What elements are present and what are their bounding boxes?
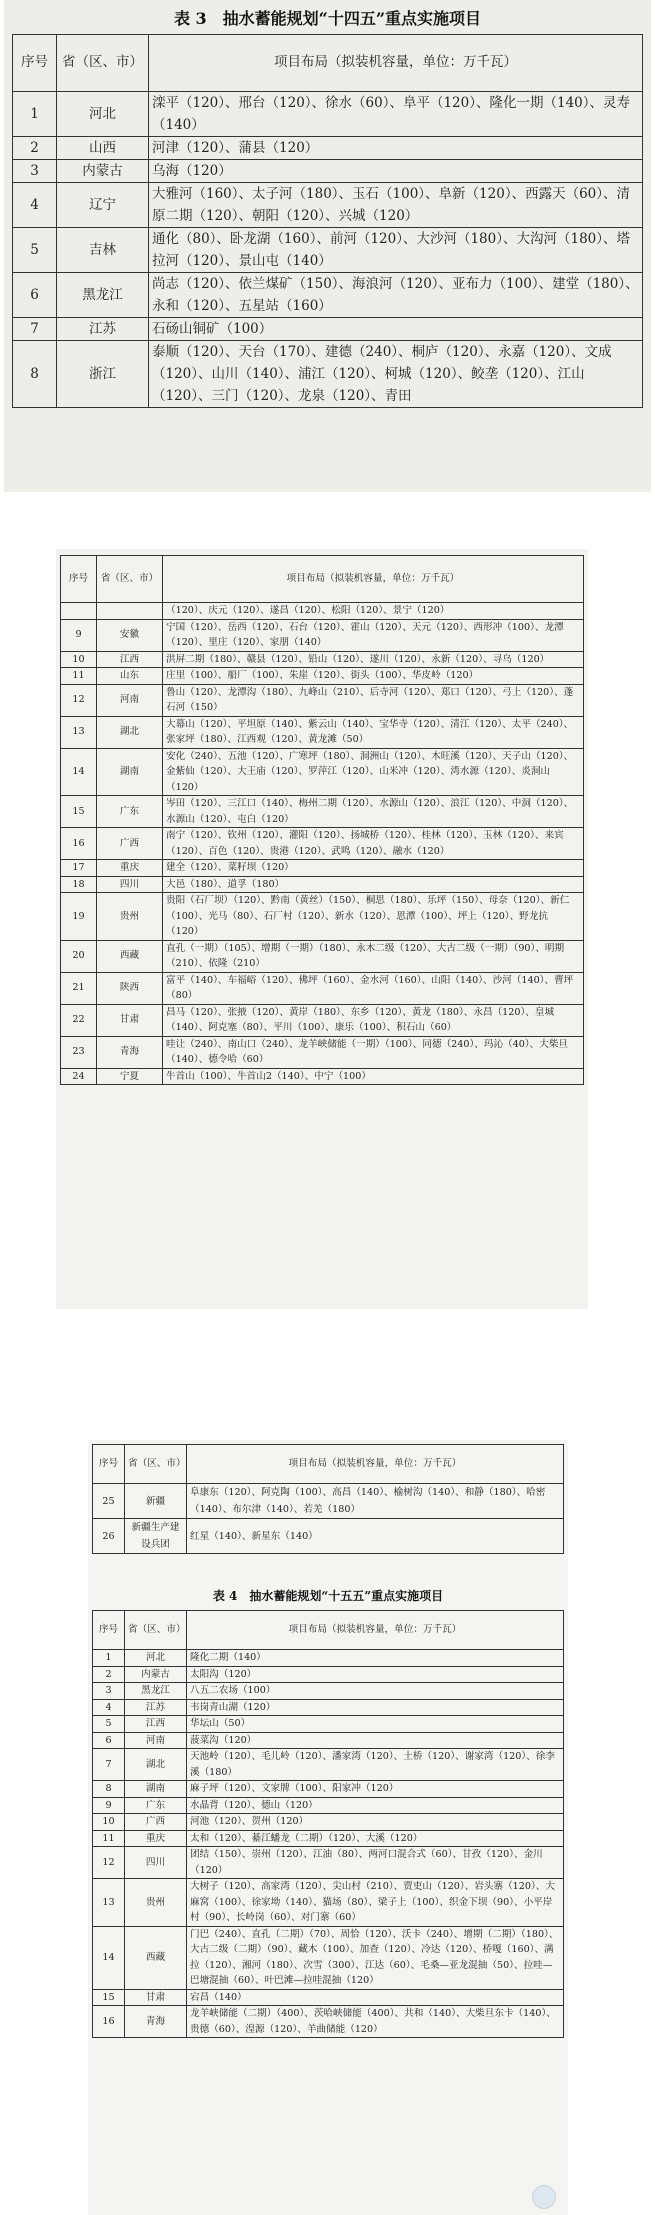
table-row [93,1797,564,1814]
cell-seq: 25 [93,1484,125,1519]
cell-seq: 15 [93,1989,125,2006]
cell-projects: 八五二农场（100） [187,1683,564,1700]
table-row [93,1666,564,1683]
table-row [61,876,584,893]
table-row [61,1004,584,1036]
cell-seq: 14 [61,748,97,796]
cell-projects: 贵阳（石厂坝）（120）、黔南（黄丝）（150）、桐思（180）、乐坪（150）、母奈（120）、新仁（100）、光马（80）、石厂村（120）、新水（120）、思潭（100）、坪上（120）、野龙抗（120） [163,893,584,941]
col-header-projects: 项目布局（拟装机容量，单位：万千瓦） [163,556,584,603]
table4-page [88,1440,568,2215]
cell-province: 青海 [97,1036,163,1068]
cell-projects: 大幕山（120）、平坦原（140）、紫云山（140）、宝华寺（120）、清江（120）、太平（240）、张家坪（180）、江西观（120）、黄龙滩（50） [163,716,584,748]
cell-province: 河南 [97,684,163,716]
cell-seq: 10 [93,1814,125,1831]
cell-projects: 团结（150）、崇州（120）、江油（80）、两河口混合式（60）、甘孜（120）、金川（120） [187,1847,564,1879]
cell-projects: 庄里（100）、船厂（100）、朱崖（120）、街头（100）、华皮岭（120） [163,668,584,685]
cell-projects: 太阳沟（120） [187,1666,564,1683]
cell-seq: 10 [61,651,97,668]
cell-province: 河北 [125,1650,187,1667]
cell-seq: 23 [61,1036,97,1068]
table-row [93,1926,564,1989]
table4-title: 表 4 抽水蓄能规划“十五五”重点实施项目 [212,1589,444,1603]
cell-seq: 13 [61,716,97,748]
table-row [93,1650,564,1667]
col-header-projects: 项目布局（拟装机容量，单位：万千瓦） [187,1445,564,1484]
table-row [61,603,584,620]
cell-province: 广西 [125,1814,187,1831]
table-row [13,228,643,273]
cell-seq: 7 [13,318,57,341]
cell-seq: 7 [93,1749,125,1781]
table3-continued-2 [92,1444,564,1554]
cell-seq: 13 [93,1879,125,1927]
table-row [93,1699,564,1716]
cell-province: 宁夏 [97,1068,163,1085]
cell-seq: 11 [61,668,97,685]
table-row [61,860,584,877]
cell-province: 内蒙古 [125,1666,187,1683]
table-row [93,1847,564,1879]
cell-projects: 尚志（120）、依兰煤矿（150）、海浪河（120）、亚布力（100）、建堂（180）、永和（120）、五星站（160） [149,273,643,318]
cell-projects: 红星（140）、新星东（140） [187,1519,564,1554]
cell-projects: 宕昌（140） [187,1989,564,2006]
col-header-province: 省（区、市） [125,1611,187,1650]
table-row [13,183,643,228]
cell-projects: 滦平（120）、邢台（120）、徐水（60）、阜平（120）、隆化一期（140）、灵寿（140） [149,92,643,137]
col-header-province: 省（区、市） [97,556,163,603]
cell-projects: 麻子坪（120）、文家牌（100）、阳家冲（120） [187,1781,564,1798]
cell-province: 重庆 [125,1830,187,1847]
col-header-province: 省（区、市） [57,35,149,92]
table-row [61,796,584,828]
cell-seq: 8 [13,341,57,408]
cell-province: 山东 [97,668,163,685]
cell-seq: 1 [93,1650,125,1667]
table-row [93,1484,564,1519]
table3-continued-page [56,549,588,1309]
table-row [13,273,643,318]
col-header-seq: 序号 [13,35,57,92]
cell-projects: 龙羊峡储能（二期）（400）、茨哈峡储能（400）、共和（140）、大柴旦东卡（140）、贵德（60）、湟源（120）、羊曲储能（120） [187,2006,564,2038]
cell-province: 广东 [125,1797,187,1814]
cell-projects: 通化（80）、卧龙湖（160）、前河（120）、大沙河（180）、大沟河（180）、塔拉河（120）、景山屯（140） [149,228,643,273]
cell-province [97,603,163,620]
cell-seq: 24 [61,1068,97,1085]
table-row [61,1068,584,1085]
table-row [61,684,584,716]
cell-seq: 16 [93,2006,125,2038]
cell-projects: 富平（140）、车福峪（120）、佛坪（160）、金水河（160）、山阳（140）、沙河（140）、曹坪（80） [163,972,584,1004]
cell-projects: 岑田（120）、三江口（140）、梅州二期（120）、水源山（120）、浪江（120）、中洞（120）、水源山（120）、屯白（120） [163,796,584,828]
cell-province: 贵州 [97,893,163,941]
cell-province: 西藏 [125,1926,187,1989]
cell-seq: 5 [13,228,57,273]
cell-province: 甘肃 [97,1004,163,1036]
col-header-seq: 序号 [93,1611,125,1650]
cell-province: 湖南 [97,748,163,796]
table-row [13,92,643,137]
cell-province: 黑龙江 [57,273,149,318]
cell-seq: 12 [93,1847,125,1879]
watermark-logo-icon [532,2185,556,2209]
cell-seq: 21 [61,972,97,1004]
cell-seq: 14 [93,1926,125,1989]
col-header-seq: 序号 [61,556,97,603]
cell-province: 安徽 [97,619,163,651]
table-row [93,1781,564,1798]
table-row [13,341,643,408]
cell-province: 辽宁 [57,183,149,228]
table-row [61,716,584,748]
table-row [13,318,643,341]
cell-projects: 太和（120）、綦江蟠龙（二期）（120）、大溪（120） [187,1830,564,1847]
cell-province: 江苏 [57,318,149,341]
table-row [93,1749,564,1781]
table-row [61,668,584,685]
cell-seq: 2 [13,137,57,160]
cell-seq: 9 [61,619,97,651]
cell-projects: 水晶背（120）、德山（120） [187,1797,564,1814]
cell-province: 重庆 [97,860,163,877]
cell-projects: 隆化二期（140） [187,1650,564,1667]
col-header-seq: 序号 [93,1445,125,1484]
cell-seq: 19 [61,893,97,941]
col-header-province: 省（区、市） [125,1445,187,1484]
cell-province: 江苏 [125,1699,187,1716]
cell-projects: 宁国（120）、岳西（120）、石台（120）、霍山（120）、天元（120）、西形冲（100）、龙潭（120）、里庄（120）、家朋（140） [163,619,584,651]
cell-province: 陕西 [97,972,163,1004]
table-row [93,1814,564,1831]
col-header-projects: 项目布局（拟装机容量，单位：万千瓦） [187,1611,564,1650]
cell-projects: 牛首山（100）、牛首山2（140）、中宁（100） [163,1068,584,1085]
cell-projects: 洪屏二期（180）、赣县（120）、铅山（120）、遂川（120）、永新（120）、寻乌（120） [163,651,584,668]
cell-province: 新疆 [125,1484,187,1519]
cell-province: 河南 [125,1732,187,1749]
cell-province: 内蒙古 [57,160,149,183]
cell-province: 贵州 [125,1879,187,1927]
cell-seq: 4 [93,1699,125,1716]
cell-seq: 3 [13,160,57,183]
cell-projects: 直孔（一期）（105）、增期（一期）（180）、永木二级（120）、大古二级（一期）（90）、明期（210）、依隆（210） [163,940,584,972]
cell-projects: 天池岭（120）、毛儿岭（120）、潘家湾（120）、土桥（120）、谢家湾（120）、徐李溪（180） [187,1749,564,1781]
table3-continued [60,555,584,1085]
cell-province: 广西 [97,828,163,860]
cell-projects: 门巴（240）、直孔（二期）（70）、周恰（120）、沃卡（240）、增期（二期）（180）、大古二级（二期）（90）、藏木（100）、加查（120）、冷达（120）、桥嘎（160）、满拉（120）、湘河（180）、次雪（300）、江达（60）、毛桑—亚龙混抽（50）、拉哇—巴塘混抽（60）、叶巴滩—拉哇混抽（120） [187,1926,564,1989]
cell-seq: 16 [61,828,97,860]
table3-page [4,0,651,492]
cell-projects: 菠菜沟（120） [187,1732,564,1749]
cell-projects: 建全（120）、菜籽坝（120） [163,860,584,877]
table-row [93,1716,564,1733]
cell-projects: 南宁（120）、钦州（120）、灌阳（120）、扬城桥（120）、桂林（120）、玉林（120）、来宾（120）、百色（120）、贵港（120）、武鸣（120）、融水（120） [163,828,584,860]
cell-seq: 5 [93,1716,125,1733]
cell-seq: 17 [61,860,97,877]
table-row [93,1683,564,1700]
cell-province: 广东 [97,796,163,828]
cell-province: 青海 [125,2006,187,2038]
cell-seq: 4 [13,183,57,228]
cell-projects: 河池（120）、贺州（120） [187,1814,564,1831]
cell-projects: 石砀山铜矿（100） [149,318,643,341]
cell-province: 四川 [97,876,163,893]
cell-seq: 9 [93,1797,125,1814]
cell-province: 湖北 [97,716,163,748]
cell-projects: 阜康东（120）、阿克陶（100）、高昌（140）、榆树沟（140）、和静（180）、哈密（140）、布尔津（140）、若羌（180） [187,1484,564,1519]
cell-seq: 18 [61,876,97,893]
cell-projects: 大树子（120）、高家湾（120）、尖山村（210）、贾吏山（120）、岩头寨（120）、大麻窝（100）、徐家坳（140）、猫场（80）、梁子上（100）、织金下坝（90）、小平岸村（90）、长岭岗（60）、对门寨（60） [187,1879,564,1927]
col-header-projects: 项目布局（拟装机容量，单位：万千瓦） [149,35,643,92]
table-row [93,1519,564,1554]
table-row [61,828,584,860]
table-row [93,1879,564,1927]
table-row [61,619,584,651]
table-row [93,1732,564,1749]
table-row [61,972,584,1004]
cell-seq: 15 [61,796,97,828]
cell-seq: 11 [93,1830,125,1847]
table-row [61,893,584,941]
cell-province: 湖南 [125,1781,187,1798]
cell-province: 浙江 [57,341,149,408]
cell-province: 江西 [97,651,163,668]
cell-province: 江西 [125,1716,187,1733]
cell-projects: 大雅河（160）、太子河（180）、玉石（100）、阜新（120）、西露天（60）、清原二期（120）、朝阳（120）、兴城（120） [149,183,643,228]
cell-province: 黑龙江 [125,1683,187,1700]
cell-province: 甘肃 [125,1989,187,2006]
table-row [61,1036,584,1068]
cell-province: 山西 [57,137,149,160]
cell-seq [61,603,97,620]
table-row [61,748,584,796]
cell-projects: 鲁山（120）、龙潭沟（180）、九峰山（210）、后寺河（120）、郑口（120）、弓上（120）、蓬石河（150） [163,684,584,716]
cell-projects: 乌海（120） [149,160,643,183]
cell-seq: 22 [61,1004,97,1036]
table4 [92,1610,564,2038]
cell-projects: 哇让（240）、南山口（240）、龙羊峡储能（一期）（100）、同德（240）、玛沁（40）、大柴旦（140）、德令哈（60） [163,1036,584,1068]
cell-province: 吉林 [57,228,149,273]
table3-title: 表 3 抽水蓄能规划“十四五”重点实施项目 [173,9,482,28]
table-row [93,2006,564,2038]
cell-province: 西藏 [97,940,163,972]
cell-seq: 3 [93,1683,125,1700]
cell-projects: 河津（120）、蒲县（120） [149,137,643,160]
table-row [93,1830,564,1847]
cell-seq: 8 [93,1781,125,1798]
table-row [13,137,643,160]
cell-province: 四川 [125,1847,187,1879]
table-row [13,160,643,183]
cell-seq: 26 [93,1519,125,1554]
table-row [61,651,584,668]
cell-projects: 昌马（120）、张掖（120）、黄岸（180）、东乡（120）、黄龙（180）、永昌（120）、皇城（140）、阿克塞（80）、平川（100）、康乐（100）、积石山（60） [163,1004,584,1036]
cell-projects: 华坛山（50） [187,1716,564,1733]
cell-seq: 2 [93,1666,125,1683]
cell-seq: 1 [13,92,57,137]
cell-seq: 20 [61,940,97,972]
cell-province: 湖北 [125,1749,187,1781]
cell-seq: 12 [61,684,97,716]
cell-seq: 6 [13,273,57,318]
table3 [12,34,643,408]
table-row [93,1989,564,2006]
table-row [61,940,584,972]
cell-province: 新疆生产建设兵团 [125,1519,187,1554]
cell-seq: 6 [93,1732,125,1749]
cell-projects: 大邑（180）、道孚（180） [163,876,584,893]
cell-province: 河北 [57,92,149,137]
cell-projects: （120）、庆元（120）、遂昌（120）、松阳（120）、景宁（120） [163,603,584,620]
cell-projects: 韦岗青山湖（120） [187,1699,564,1716]
cell-projects: 安化（240）、五池（120）、广寒坪（180）、洞洲山（120）、木旺溪（120）、天子山（120）、金紫仙（120）、大王庙（120）、罗萍江（120）、山米冲（120）、湾水源（120）、炎洞山（120） [163,748,584,796]
cell-projects: 泰顺（120）、天台（170）、建德（240）、桐庐（120）、永嘉（120）、文成（120）、山川（140）、浦江（120）、柯城（120）、鲛垄（120）、江山（120）、三门（120）、龙泉（120）、青田 [149,341,643,408]
